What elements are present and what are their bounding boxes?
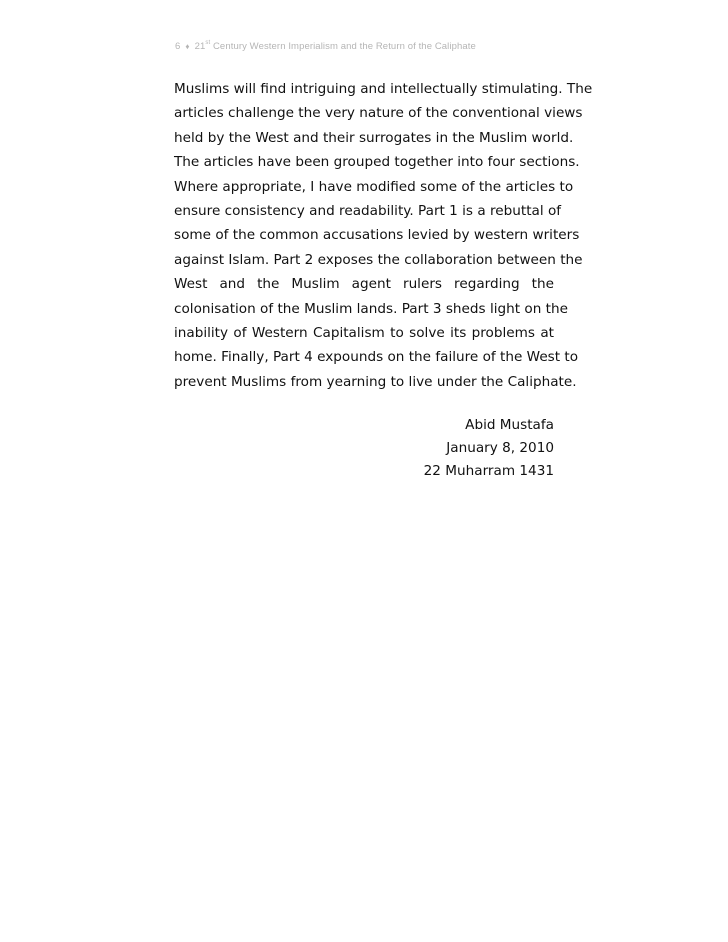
body-line: home. Finally, Part 4 expounds on the failure of the West to — [174, 349, 579, 366]
body-line: some of the common accusations levied by western writers — [174, 227, 580, 244]
header-title-rest: Century Western Imperialism and the Return of the Caliphate — [210, 41, 476, 52]
running-header — [175, 41, 476, 52]
header-title-superscript: st — [205, 40, 211, 46]
body-line: Muslims will find intriguing and intellectually stimulating. The — [174, 81, 593, 97]
signature-hijri-date: 22 Muharram 1431 — [423, 463, 554, 480]
body-line: ensure consistency and readability. Part 1 is a rebuttal of — [174, 203, 562, 220]
body-line: held by the West and their surrogates in the Muslim world. — [174, 129, 574, 146]
body-line: articles challenge the very nature of the conventional views — [174, 105, 583, 122]
body-line: colonisation of the Muslim lands. Part 3 sheds light on the — [174, 300, 568, 317]
signature-block — [424, 414, 554, 484]
body-line: prevent Muslims from yearning to live under the Caliphate. — [174, 373, 577, 390]
author-name: Abid Mustafa — [465, 417, 554, 433]
body-line: inability of Western Capitalism to solve its problems at — [174, 325, 554, 342]
body-line: West and the Muslim agent rulers regarding the — [174, 276, 554, 293]
body-paragraphs — [174, 77, 593, 394]
body-line: The articles have been grouped together into four sections. — [174, 154, 580, 171]
body-line: Where appropriate, I have modified some of the articles to — [174, 178, 574, 195]
signature-date: January 8, 2010 — [446, 440, 554, 457]
diamond-separator-icon: ♦ — [185, 42, 190, 51]
header-title-prefix: 21 — [194, 41, 206, 52]
header-title — [195, 41, 476, 52]
page-number: 6 — [175, 41, 181, 52]
body-line: against Islam. Part 2 exposes the collaboration between the — [174, 251, 583, 268]
